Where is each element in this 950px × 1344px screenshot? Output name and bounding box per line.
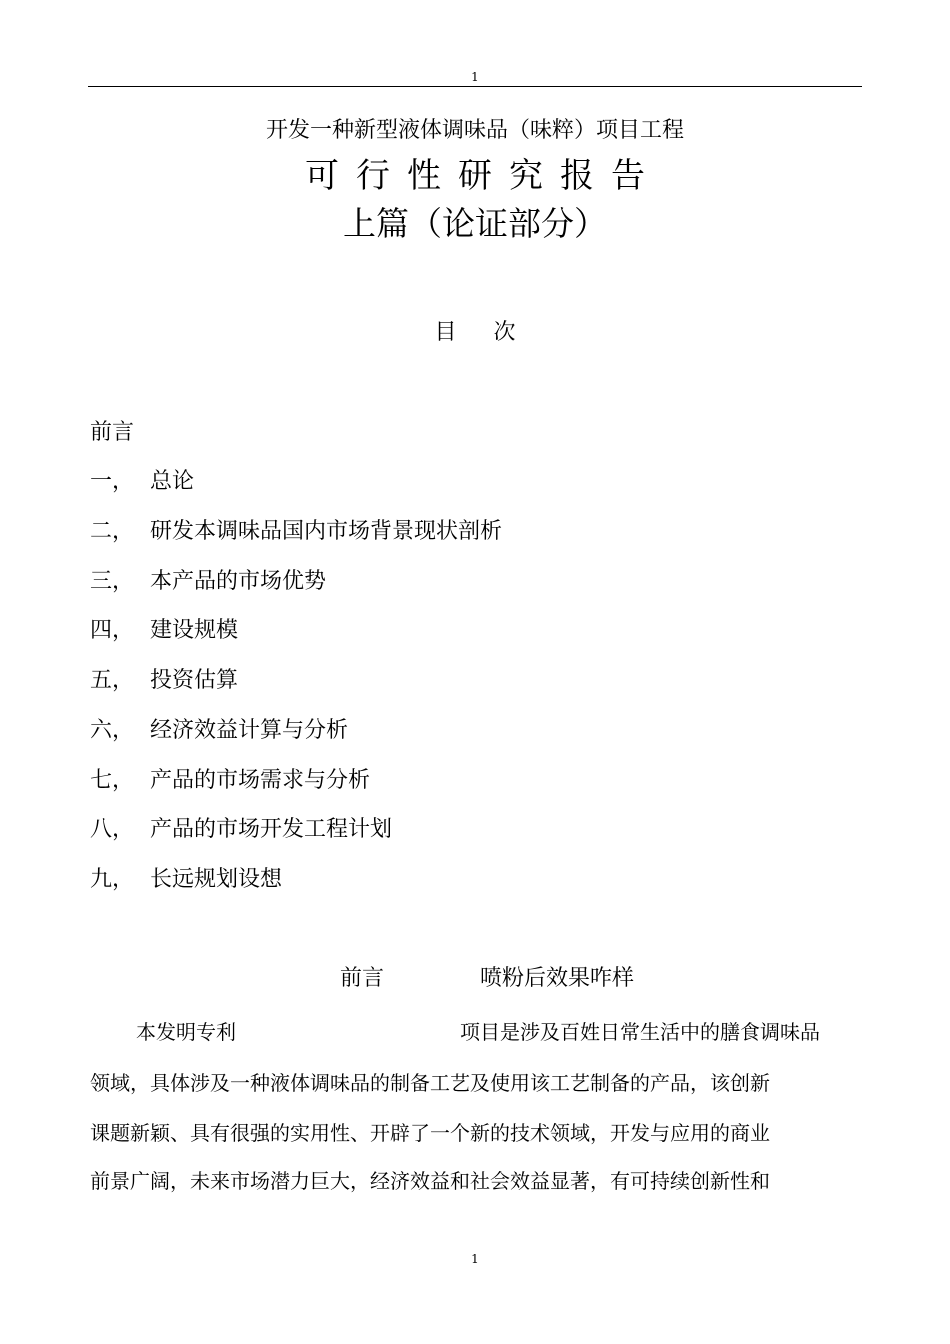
toc-entry-title: 经济效益计算与分析	[150, 717, 349, 743]
document-main-title: 可行性研究报告	[305, 156, 662, 196]
toc-entry-number: 六，	[90, 717, 135, 743]
header-rule	[88, 86, 862, 87]
toc-heading: 目 次	[434, 320, 516, 345]
toc-entry-number: 二，	[90, 518, 135, 544]
toc-entry	[90, 716, 502, 766]
preface-annotation: 喷粉后效果咋样	[480, 966, 635, 991]
footer-page-number: 1	[471, 1252, 479, 1266]
toc-entry-number: 三，	[90, 568, 135, 594]
toc-entry	[90, 616, 502, 666]
toc-entry-title: 建设规模	[150, 618, 239, 644]
toc-entry-title: 产品的市场开发工程计划	[150, 817, 393, 843]
toc-entry-title: 本产品的市场优势	[150, 568, 327, 594]
preface-heading: 前言	[340, 966, 385, 991]
toc-entry	[90, 815, 502, 865]
toc-entry-preface: 前言	[90, 420, 135, 445]
header-page-number: 1	[471, 70, 479, 84]
toc-entry-number: 五，	[90, 668, 135, 693]
preface-text-line: 领域，具体涉及一种液体调味品的制备工艺及使用该工艺制备的产品，该创新	[90, 1071, 770, 1095]
document-part-title: 上篇（论证部分）	[343, 204, 607, 243]
preface-text-line: 本发明专利	[136, 1020, 236, 1044]
toc-entry-title: 研发本调味品国内市场背景现状剖析	[150, 518, 503, 544]
toc-entry-title: 长远规划设想	[150, 867, 283, 892]
toc-entry	[90, 865, 502, 915]
toc-entry-number: 四，	[90, 618, 135, 644]
toc-list	[90, 467, 502, 915]
toc-entry	[90, 766, 502, 816]
document-subtitle: 开发一种新型液体调味品（味粹）项目工程	[265, 118, 684, 143]
preface-text-line: 课题新颖、具有很强的实用性、开辟了一个新的技术领域，开发与应用的商业	[90, 1121, 770, 1145]
preface-text-line: 项目是涉及百姓日常生活中的膳食调味品	[460, 1020, 820, 1044]
toc-entry	[90, 467, 502, 517]
toc-entry-title: 总论	[150, 469, 195, 494]
toc-entry	[90, 517, 502, 567]
toc-entry-title: 产品的市场需求与分析	[150, 767, 371, 793]
toc-entry-number: 七，	[90, 767, 135, 793]
toc-entry-title: 投资估算	[150, 668, 239, 693]
preface-text-line: 前景广阔，未来市场潜力巨大，经济效益和社会效益显著，有可持续创新性和	[90, 1169, 770, 1193]
toc-entry	[90, 567, 502, 617]
toc-entry	[90, 666, 502, 716]
toc-entry-number: 八，	[90, 817, 135, 843]
toc-entry-number: 九，	[90, 867, 135, 892]
toc-entry-number: 一，	[90, 469, 135, 494]
